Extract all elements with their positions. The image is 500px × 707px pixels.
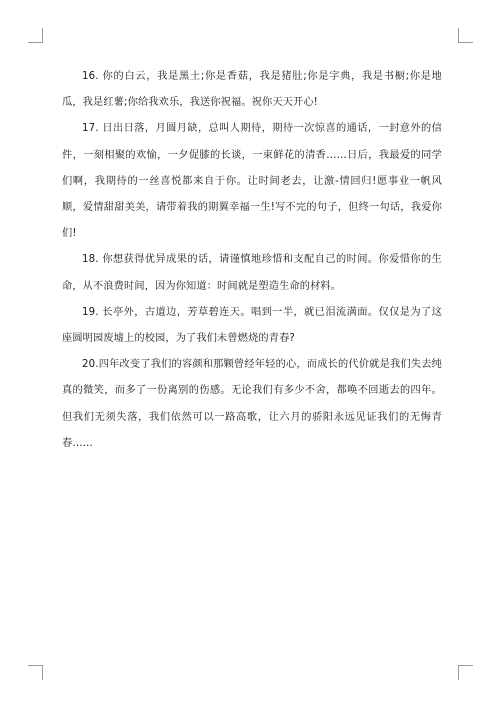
- crop-mark-top-left: [28, 28, 43, 43]
- crop-mark-bottom-left: [28, 665, 43, 680]
- paragraph-17: 17. 日出日落，月圆月缺，总叫人期待，期待一次惊喜的通话，一封意外的信件，一刻相聚的欢愉，一夕促膝的长谈，一束鲜花的清香……日后，我最爱的同学们啊，我期待的一丝喜悦都来自于你。让时间老去，让激-情回归!愿事业一帆风顺，爱情甜甜美美，请带着我的期翼幸福一生!写不完的句子，但终一句话，我爱你们!: [62, 123, 442, 240]
- crop-mark-top-right: [458, 28, 473, 43]
- paragraph-16: 16. 你的白云，我是黑土;你是香菇，我是猪肚;你是字典，我是书橱;你是地瓜，我是红薯;你给我欢乐，我送你祝福。祝你天天开心!: [62, 71, 442, 109]
- paragraph-19: 19. 长亭外，古道边，芳草碧连天。唱到一半，就已泪流满面。仅仅是为了这座圆明园废墟上的校园，为了我们未曾燃烧的青春?: [62, 306, 442, 345]
- paragraph-18: 18. 你想获得优异成果的话，请谨慎地珍惜和支配自己的时间。你爱惜你的生命，从不浪费时间，因为你知道：时间就是塑造生命的材料。: [62, 254, 442, 292]
- document-body: [62, 64, 442, 457]
- crop-mark-bottom-right: [458, 665, 473, 680]
- paragraph-20: 20.四年改变了我们的容颜和那颗曾经年轻的心，而成长的代价就是我们失去纯真的微笑，而多了一份离别的伤感。无论我们有多少不舍，都唤不回逝去的四年。但我们无须失落，我们依然可以一路高歌，让六月的骄阳永远见证我们的无悔青春……: [62, 359, 442, 449]
